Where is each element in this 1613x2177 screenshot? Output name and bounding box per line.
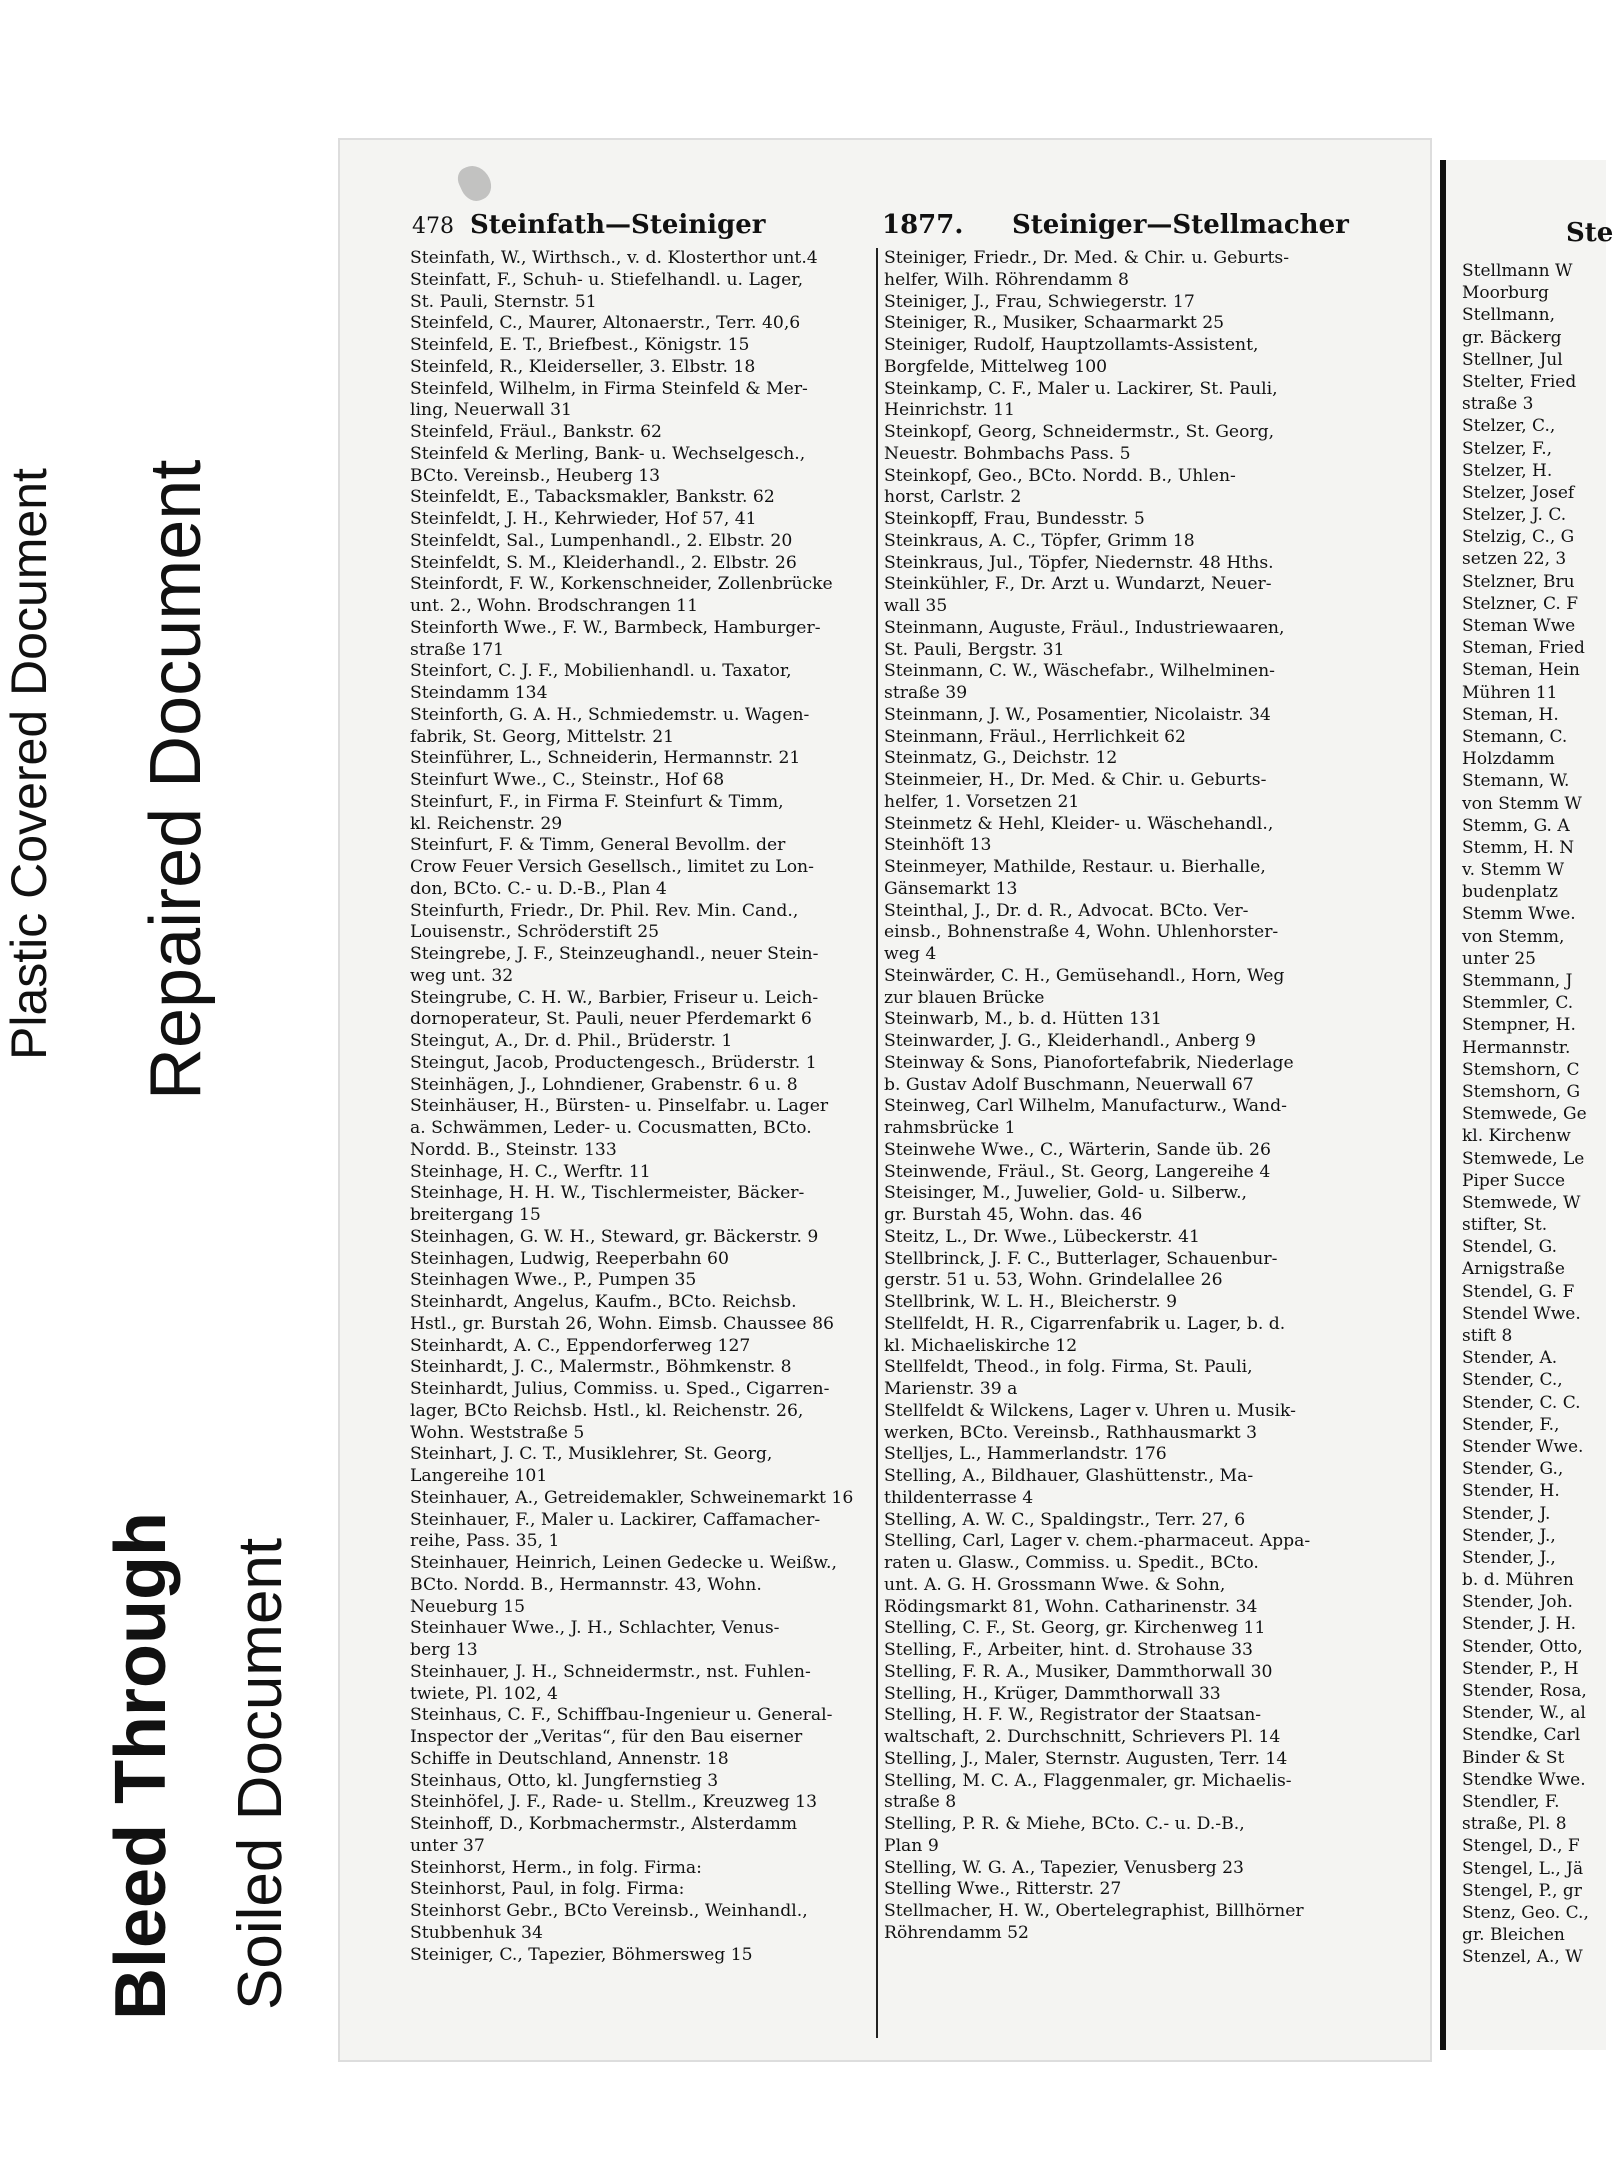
adjacent-entry-line: Stender, Joh. xyxy=(1462,1592,1573,1613)
directory-entry-line: don, BCto. C.- u. D.-B., Plan 4 xyxy=(410,878,667,899)
directory-entry-line: Röhrendamm 52 xyxy=(884,1922,1029,1943)
adjacent-entry-line: Stelzer, H. xyxy=(1462,460,1553,481)
directory-entry-line: Steinhardt, J. C., Malermstr., Böhmkenstr. 8 xyxy=(410,1357,792,1378)
directory-entry-line: Stelling, W. G. A., Tapezier, Venusberg 23 xyxy=(884,1857,1244,1878)
directory-entry-line: Steinhauer, J. H., Schneidermstr., nst. Fuhlen- xyxy=(410,1661,811,1682)
adjacent-entry-line: von Stemm W xyxy=(1462,793,1582,814)
adjacent-entry-line: Stemshorn, C xyxy=(1462,1059,1580,1080)
directory-entry-line: Steinfeld, R., Kleiderseller, 3. Elbstr. 18 xyxy=(410,356,756,377)
directory-entry-line: Steinfeld, E. T., Briefbest., Königstr. 15 xyxy=(410,335,750,355)
directory-entry-line: Steinforth, G. A. H., Schmiedemstr. u. Wagen- xyxy=(410,704,810,725)
directory-entry-line: Steiniger, J., Frau, Schwiegerstr. 17 xyxy=(884,291,1195,312)
directory-entry-line: Steiniger, R., Musiker, Schaarmarkt 25 xyxy=(884,313,1225,334)
directory-entry-line: Steinhöft 13 xyxy=(884,835,992,856)
directory-entry-line: Langereihe 101 xyxy=(410,1466,548,1486)
directory-entry-line: Plan 9 xyxy=(884,1835,939,1856)
adjacent-entry-line: Stender, G., xyxy=(1462,1459,1564,1480)
directory-entry-line: Steiniger, Friedr., Dr. Med. & Chir. u. Geburts- xyxy=(884,248,1290,268)
directory-entry-line: Steinfeld, C., Maurer, Altonaerstr., Terr. 40,6 xyxy=(410,313,801,334)
adjacent-entry-line: Stemshorn, G xyxy=(1462,1081,1581,1102)
directory-entry-line: breitergang 15 xyxy=(410,1205,541,1225)
adjacent-entry-line: b. d. Mühren xyxy=(1462,1570,1574,1591)
directory-entry-line: Steinfurt, F., in Firma F. Steinfurt & Timm, xyxy=(410,791,784,812)
directory-entry-line: Steinwarb, M., b. d. Hütten 131 xyxy=(884,1009,1162,1030)
adjacent-entry-line: setzen 22, 3 xyxy=(1462,549,1567,570)
adjacent-entry-line: straße 3 xyxy=(1462,394,1534,415)
directory-entry-line: Steinfeldt, J. H., Kehrwieder, Hof 57, 41 xyxy=(410,509,757,529)
directory-entry-line: Steinkopf, Geo., BCto. Nordd. B., Uhlen- xyxy=(884,465,1236,486)
adjacent-entry-line: Stemmann, J xyxy=(1462,971,1573,991)
directory-entry-line: Steinhardt, A. C., Eppendorferweg 127 xyxy=(410,1335,751,1356)
directory-entry-line: Stelling, H., Krüger, Dammthorwall 33 xyxy=(884,1683,1221,1704)
adjacent-entry-line: Binder & St xyxy=(1462,1747,1565,1768)
directory-entry-line: Neueburg 15 xyxy=(410,1596,526,1617)
directory-entry-line: Nordd. B., Steinstr. 133 xyxy=(410,1139,617,1160)
adjacent-entry-line: Stelzner, Bru xyxy=(1462,571,1575,592)
directory-entry-line: Heinrichstr. 11 xyxy=(884,400,1015,421)
directory-entry-line: Stelling, F., Arbeiter, hint. d. Strohause 33 xyxy=(884,1640,1253,1660)
adjacent-entry-line: Stender, F., xyxy=(1462,1414,1560,1435)
directory-entry-line: Steinhage, H. C., Werftr. 11 xyxy=(410,1161,651,1182)
directory-entry-line: kl. Michaeliskirche 12 xyxy=(884,1335,1078,1356)
adjacent-entry-line: Stelzer, J. C. xyxy=(1462,505,1567,526)
directory-entry-line: Steinhorst, Herm., in folg. Firma: xyxy=(410,1857,702,1878)
page-header xyxy=(412,210,1402,244)
adjacent-entry-line: Stemm Wwe. xyxy=(1462,904,1576,925)
directory-entry-line: Steinmatz, G., Deichstr. 12 xyxy=(884,748,1118,769)
directory-entry-line: Steinfeld, Fräul., Bankstr. 62 xyxy=(410,422,662,442)
adjacent-entry-line: stift 8 xyxy=(1462,1326,1513,1346)
directory-entry-line: thildenterrasse 4 xyxy=(884,1487,1034,1508)
adjacent-entry-line: Stendke Wwe. xyxy=(1462,1769,1586,1790)
directory-entry-line: reihe, Pass. 35, 1 xyxy=(410,1531,560,1552)
adjacent-entry-line: Stemwede, W xyxy=(1462,1192,1581,1213)
adjacent-entry-line: Stemann, C. xyxy=(1462,726,1568,747)
directory-entry-line: Steinhauer, A., Getreidemakler, Schweinemarkt 16 xyxy=(410,1487,854,1508)
directory-entry-line: Steinhöfel, J. F., Rade- u. Stellm., Kreuzweg 13 xyxy=(410,1792,818,1813)
adjacent-entry-line: Stemwede, Ge xyxy=(1462,1104,1587,1125)
adjacent-entry-line: Stellmann W xyxy=(1462,261,1573,281)
adjacent-entry-line: Stemm, G. A xyxy=(1462,815,1570,836)
adjacent-entry-line: Stengel, P., gr xyxy=(1462,1880,1582,1901)
directory-page xyxy=(340,140,1430,2060)
adjacent-entry-line: Stender, Otto, xyxy=(1462,1636,1583,1657)
soiled-document-label: Soiled Document xyxy=(226,1537,295,2010)
directory-entry-line: Steinwärder, C. H., Gemüsehandl., Horn, Weg xyxy=(884,965,1285,986)
directory-entry-line: Gänsemarkt 13 xyxy=(884,878,1018,899)
adjacent-entry-line: Arnigstraße xyxy=(1462,1259,1565,1280)
directory-entry-line: Stellfeldt, H. R., Cigarrenfabrik u. Lager, b. d. xyxy=(884,1313,1286,1334)
adjacent-entry-line: straße, Pl. 8 xyxy=(1462,1814,1567,1835)
adjacent-entry-line: Stender Wwe. xyxy=(1462,1436,1584,1457)
directory-entry-line: lager, BCto Reichsb. Hstl., kl. Reichenstr. 26, xyxy=(410,1400,804,1421)
directory-entry-line: Rödingsmarkt 81, Wohn. Catharinenstr. 34 xyxy=(884,1596,1258,1617)
adjacent-page-column xyxy=(1462,260,1589,1968)
directory-entry-line: Steinhardt, Angelus, Kaufm., BCto. Reichsb. xyxy=(410,1292,797,1312)
directory-entry-line: Louisenstr., Schröderstift 25 xyxy=(410,922,660,943)
directory-entry-line: Steinhägen, J., Lohndiener, Grabenstr. 6 u. 8 xyxy=(410,1074,798,1095)
directory-entry-line: Steinkraus, Jul., Töpfer, Niedernstr. 48 Hths. xyxy=(884,552,1274,573)
adjacent-entry-line: Steman, Fried xyxy=(1462,638,1585,659)
adjacent-entry-line: Stelzner, C. F xyxy=(1462,593,1579,614)
directory-entry-line: Neuestr. Bohmbachs Pass. 5 xyxy=(884,443,1131,464)
directory-entry-line: Steinhagen, Ludwig, Reeperbahn 60 xyxy=(410,1248,729,1269)
directory-entry-line: Steinkopff, Frau, Bundesstr. 5 xyxy=(884,509,1145,529)
plastic-covered-label: Plastic Covered Document xyxy=(1,468,57,1060)
directory-entry-line: unt. A. G. H. Grossmann Wwe. & Sohn, xyxy=(884,1574,1226,1595)
year-label: 1877. xyxy=(882,210,964,240)
directory-entry-line: St. Pauli, Sternstr. 51 xyxy=(410,291,597,312)
bleed-through-label: Bleed Through xyxy=(101,1512,181,2020)
directory-entry-line: Stelling, P. R. & Miehe, BCto. C.- u. D.-B., xyxy=(884,1814,1245,1834)
directory-entry-line: Steiniger, C., Tapezier, Böhmersweg 15 xyxy=(410,1944,753,1965)
directory-entry-line: Stelling, M. C. A., Flaggenmaler, gr. Michaelis- xyxy=(884,1770,1292,1791)
directory-entry-line: Steinkamp, C. F., Maler u. Lackirer, St. Pauli, xyxy=(884,378,1278,399)
repaired-label: Repaired Document xyxy=(136,459,216,1100)
directory-entry-line: Steinwende, Fräul., St. Georg, Langereihe 4 xyxy=(884,1161,1271,1182)
adjacent-entry-line: Stelzer, F., xyxy=(1462,438,1553,459)
adjacent-entry-line: Hermannstr. xyxy=(1462,1037,1571,1058)
directory-entry-line: Steinfordt, F. W., Korkenschneider, Zollenbrücke xyxy=(410,574,833,595)
directory-entry-line: Steinfeldt, Sal., Lumpenhandl., 2. Elbstr. 20 xyxy=(410,530,793,551)
directory-entry-line: weg 4 xyxy=(884,944,937,964)
column-divider xyxy=(876,248,878,2038)
directory-entry-line: gr. Burstah 45, Wohn. das. 46 xyxy=(884,1205,1143,1225)
directory-entry-line: Steinhauer, Heinrich, Leinen Gedecke u. Weißw., xyxy=(410,1553,837,1573)
adjacent-entry-line: Steman, H. xyxy=(1462,704,1559,725)
directory-entry-line: Marienstr. 39 a xyxy=(884,1379,1018,1399)
adjacent-entry-line: Stengel, L., Jä xyxy=(1462,1858,1584,1879)
directory-entry-line: Steingrube, C. H. W., Barbier, Friseur u. Leich- xyxy=(410,987,819,1008)
directory-entry-line: Steinführer, L., Schneiderin, Hermannstr. 21 xyxy=(410,748,801,769)
directory-entry-line: a. Schwämmen, Leder- u. Cocusmatten, BCto. xyxy=(410,1118,812,1138)
adjacent-entry-line: Stender, C., xyxy=(1462,1370,1563,1391)
right-range-title: Steiniger—Stellmacher xyxy=(1012,210,1349,240)
directory-entry-line: Steinfurt Wwe., C., Steinstr., Hof 68 xyxy=(410,770,725,790)
directory-entry-line: straße 8 xyxy=(884,1792,957,1813)
adjacent-entry-line: Stelzer, C., xyxy=(1462,416,1556,437)
adjacent-entry-line: Stender, J. xyxy=(1462,1503,1551,1524)
directory-entry-line: Steinway & Sons, Pianofortefabrik, Niederlage xyxy=(884,1052,1294,1073)
directory-entry-line: Stelljes, L., Hammerlandstr. 176 xyxy=(884,1444,1167,1465)
directory-entry-line: Steinfurt, F. & Timm, General Bevollm. der xyxy=(410,835,786,856)
adjacent-entry-line: Stendler, F. xyxy=(1462,1791,1560,1812)
directory-entry-line: dornoperateur, St. Pauli, neuer Pferdemarkt 6 xyxy=(410,1009,812,1030)
adjacent-entry-line: budenplatz xyxy=(1462,882,1558,903)
adjacent-entry-line: Mühren 11 xyxy=(1462,682,1558,703)
adjacent-entry-line: Stendke, Carl xyxy=(1462,1725,1581,1746)
adjacent-entry-line: Stender, C. C. xyxy=(1462,1392,1581,1413)
adjacent-entry-line: Stenz, Geo. C., xyxy=(1462,1902,1589,1923)
directory-entry-line: Steingrebe, J. F., Steinzeughandl., neuer Stein- xyxy=(410,944,819,964)
middle-column xyxy=(884,248,1364,1945)
adjacent-entry-line: Stemwede, Le xyxy=(1462,1148,1585,1169)
directory-entry-line: zur blauen Brücke xyxy=(884,987,1045,1008)
directory-entry-line: helfer, Wilh. Röhrendamm 8 xyxy=(884,269,1129,290)
adjacent-entry-line: Stempner, H. xyxy=(1462,1015,1576,1036)
directory-entry-line: Steinhorst Gebr., BCto Vereinsb., Weinhandl., xyxy=(410,1901,808,1921)
directory-entry-line: straße 171 xyxy=(410,639,505,660)
directory-entry-line: Steinhäuser, H., Bürsten- u. Pinselfabr. u. Lager xyxy=(410,1096,829,1117)
adjacent-entry-line: Stendel Wwe. xyxy=(1462,1303,1581,1324)
directory-entry-line: Stelling, Carl, Lager v. chem.-pharmaceut. Appa- xyxy=(884,1531,1311,1552)
directory-entry-line: Steinhaus, Otto, kl. Jungfernstieg 3 xyxy=(410,1770,719,1791)
directory-entry-line: Steinkühler, F., Dr. Arzt u. Wundarzt, Neuer- xyxy=(884,574,1272,595)
directory-entry-line: Steindamm 134 xyxy=(410,683,548,703)
directory-entry-line: Stelling, A. W. C., Spaldingstr., Terr. 27, 6 xyxy=(884,1509,1246,1530)
directory-entry-line: Steinhage, H. H. W., Tischlermeister, Bäcker- xyxy=(410,1183,805,1204)
adjacent-entry-line: Stendel, G. F xyxy=(1462,1281,1575,1302)
directory-entry-line: unter 37 xyxy=(410,1835,485,1856)
directory-entry-line: Steinthal, J., Dr. d. R., Advocat. BCto. Ver- xyxy=(884,900,1249,921)
directory-entry-line: raten u. Glasw., Commiss. u. Spedit., BCto. xyxy=(884,1553,1259,1573)
adjacent-entry-line: Piper Succe xyxy=(1462,1170,1566,1191)
adjacent-entry-line: Stellmann, xyxy=(1462,305,1555,326)
directory-entry-line: kl. Reichenstr. 29 xyxy=(410,813,563,834)
directory-entry-line: Steinwarder, J. G., Kleiderhandl., Anberg 9 xyxy=(884,1031,1256,1051)
page-number: 478 xyxy=(412,214,454,239)
directory-entry-line: Steinhaus, C. F., Schiffbau-Ingenieur u. General- xyxy=(410,1705,833,1726)
directory-entry-line: fabrik, St. Georg, Mittelstr. 21 xyxy=(410,726,675,747)
adjacent-entry-line: Stender, W., al xyxy=(1462,1703,1586,1724)
directory-entry-line: Stellbrink, W. L. H., Bleicherstr. 9 xyxy=(884,1292,1178,1312)
directory-entry-line: unt. 2., Wohn. Brodschrangen 11 xyxy=(410,596,699,616)
adjacent-entry-line: kl. Kirchenw xyxy=(1462,1126,1571,1147)
directory-entry-line: rahmsbrücke 1 xyxy=(884,1118,1016,1138)
directory-entry-line: Steinfeld & Merling, Bank- u. Wechselgesch., xyxy=(410,443,806,464)
adjacent-entry-line: v. Stemm W xyxy=(1462,860,1565,881)
adjacent-entry-line: Holzdamm xyxy=(1462,749,1555,770)
adjacent-entry-line: Stellner, Jul xyxy=(1462,349,1563,370)
directory-entry-line: Steinfort, C. J. F., Mobilienhandl. u. Taxator, xyxy=(410,661,792,682)
directory-entry-line: Stelling, C. F., St. Georg, gr. Kirchenweg 11 xyxy=(884,1618,1266,1639)
directory-entry-line: Inspector der „Veritas“, für den Bau eiserner xyxy=(410,1727,803,1747)
adjacent-entry-line: Stender, P., H xyxy=(1462,1658,1579,1679)
directory-entry-line: Crow Feuer Versich Gesellsch., limitet zu Lon- xyxy=(410,857,814,877)
directory-entry-line: einsb., Bohnenstraße 4, Wohn. Uhlenhorster- xyxy=(884,922,1279,943)
directory-entry-line: Stubbenhuk 34 xyxy=(410,1922,543,1943)
directory-entry-line: berg 13 xyxy=(410,1640,478,1660)
left-column xyxy=(410,248,872,1966)
directory-entry-line: Steinmann, Fräul., Herrlichkeit 62 xyxy=(884,726,1186,747)
adjacent-entry-line: Stender, A. xyxy=(1462,1348,1558,1369)
directory-entry-line: Stelling Wwe., Ritterstr. 27 xyxy=(884,1879,1122,1900)
adjacent-entry-line: Stendel, G. xyxy=(1462,1237,1558,1258)
directory-entry-line: straße 39 xyxy=(884,683,968,703)
directory-entry-line: twiete, Pl. 102, 4 xyxy=(410,1683,558,1704)
directory-entry-line: Stellfeldt & Wilckens, Lager v. Uhren u. Musik- xyxy=(884,1400,1296,1421)
adjacent-entry-line: von Stemm, xyxy=(1462,926,1565,947)
adjacent-entry-line: Stender, J. H. xyxy=(1462,1614,1577,1635)
adjacent-entry-line: Stelzig, C., G xyxy=(1462,527,1575,548)
directory-entry-line: Steinfurth, Friedr., Dr. Phil. Rev. Min. Cand., xyxy=(410,900,799,921)
left-range-title: Steinfath—Steiniger xyxy=(470,210,766,240)
adjacent-entry-line: Stelter, Fried xyxy=(1462,371,1577,392)
directory-entry-line: Steinmann, C. W., Wäschefabr., Wilhelminen- xyxy=(884,661,1275,682)
adjacent-page-header: Ste xyxy=(1566,218,1613,248)
directory-entry-line: gerstr. 51 u. 53, Wohn. Grindelallee 26 xyxy=(884,1270,1223,1291)
directory-entry-line: Steinmann, J. W., Posamentier, Nicolaistr. 34 xyxy=(884,704,1271,725)
directory-entry-line: Steiniger, Rudolf, Hauptzollamts-Assistent, xyxy=(884,335,1259,355)
directory-entry-line: Steinhardt, Julius, Commiss. u. Sped., Cigarren- xyxy=(410,1379,830,1399)
directory-entry-line: Stelling, J., Maler, Sternstr. Augusten, Terr. 14 xyxy=(884,1748,1288,1769)
adjacent-entry-line: Stelzer, Josef xyxy=(1462,482,1575,503)
directory-entry-line: b. Gustav Adolf Buschmann, Neuerwall 67 xyxy=(884,1074,1254,1095)
directory-entry-line: Steinweg, Carl Wilhelm, Manufacturw., Wand- xyxy=(884,1096,1287,1117)
directory-entry-line: Steinhoff, D., Korbmachermstr., Alsterdamm xyxy=(410,1814,798,1834)
adjacent-entry-line: Stenzel, A., W xyxy=(1462,1947,1583,1968)
adjacent-entry-line: Stender, J., xyxy=(1462,1525,1556,1546)
directory-entry-line: Steinhauer Wwe., J. H., Schlachter, Venus- xyxy=(410,1618,780,1639)
directory-entry-line: waltschaft, 2. Durchschnitt, Schrievers Pl. 14 xyxy=(884,1727,1281,1747)
directory-entry-line: horst, Carlstr. 2 xyxy=(884,487,1022,508)
directory-entry-line: Steingut, A., Dr. d. Phil., Brüderstr. 1 xyxy=(410,1031,733,1051)
adjacent-entry-line: stifter, St. xyxy=(1462,1215,1548,1236)
directory-entry-line: Steinfeldt, S. M., Kleiderhandl., 2. Elbstr. 26 xyxy=(410,552,797,573)
directory-entry-line: Steinhart, J. C. T., Musiklehrer, St. Georg, xyxy=(410,1444,773,1465)
directory-entry-line: wall 35 xyxy=(884,596,948,616)
directory-entry-line: Steinmetz & Hehl, Kleider- u. Wäschehandl., xyxy=(884,813,1274,834)
directory-entry-line: Steinkopf, Georg, Schneidermstr., St. Georg, xyxy=(884,422,1275,442)
directory-entry-line: weg unt. 32 xyxy=(410,965,514,986)
directory-entry-line: Steinhauer, F., Maler u. Lackirer, Caffamacher- xyxy=(410,1509,821,1530)
directory-entry-line: Hstl., gr. Burstah 26, Wohn. Eimsb. Chaussee 86 xyxy=(410,1313,834,1334)
directory-entry-line: helfer, 1. Vorsetzen 21 xyxy=(884,791,1080,812)
directory-entry-line: Schiffe in Deutschland, Annenstr. 18 xyxy=(410,1748,729,1769)
directory-entry-line: Steitz, L., Dr. Wwe., Lübeckerstr. 41 xyxy=(884,1226,1200,1247)
directory-entry-line: Borgfelde, Mittelweg 100 xyxy=(884,356,1108,377)
adjacent-entry-line: Stender, J., xyxy=(1462,1547,1556,1568)
directory-entry-line: BCto. Vereinsb., Heuberg 13 xyxy=(410,465,661,486)
directory-entry-line: Steinmeyer, Mathilde, Restaur. u. Bierhalle, xyxy=(884,857,1266,877)
directory-entry-line: Steinfatt, F., Schuh- u. Stiefelhandl. u. Lager, xyxy=(410,269,804,290)
directory-entry-line: Steinmann, Auguste, Fräul., Industriewaaren, xyxy=(884,617,1285,638)
directory-entry-line: Steinhorst, Paul, in folg. Firma: xyxy=(410,1879,685,1900)
adjacent-entry-line: Steman, Hein xyxy=(1462,660,1580,681)
directory-entry-line: Stellmacher, H. W., Obertelegraphist, Billhörner xyxy=(884,1901,1304,1921)
directory-entry-line: Steinmeier, H., Dr. Med. & Chir. u. Geburts- xyxy=(884,770,1267,790)
directory-entry-line: werken, BCto. Vereinsb., Rathhausmarkt 3 xyxy=(884,1422,1258,1443)
adjacent-entry-line: Stender, H. xyxy=(1462,1481,1560,1502)
adjacent-entry-line: unter 25 xyxy=(1462,948,1536,969)
adjacent-entry-line: Stemmler, C. xyxy=(1462,993,1574,1014)
adjacent-entry-line: Moorburg xyxy=(1462,283,1549,304)
adjacent-entry-line: Stender, Rosa, xyxy=(1462,1681,1587,1701)
directory-entry-line: Steinhagen, G. W. H., Steward, gr. Bäckerstr. 9 xyxy=(410,1226,819,1247)
directory-entry-line: Steinfeldt, E., Tabacksmakler, Bankstr. 62 xyxy=(410,487,775,508)
directory-entry-line: Wohn. Weststraße 5 xyxy=(410,1422,585,1443)
directory-entry-line: Stellfeldt, Theod., in folg. Firma, St. Pauli, xyxy=(884,1357,1253,1378)
adjacent-entry-line: Steman Wwe xyxy=(1462,616,1576,636)
directory-entry-line: Steinkraus, A. C., Töpfer, Grimm 18 xyxy=(884,530,1195,551)
directory-entry-line: Steinfath, W., Wirthsch., v. d. Klosterthor unt.4 xyxy=(410,248,818,268)
directory-entry-line: ling, Neuerwall 31 xyxy=(410,400,572,421)
adjacent-entry-line: gr. Bleichen xyxy=(1462,1925,1565,1946)
directory-entry-line: BCto. Nordd. B., Hermannstr. 43, Wohn. xyxy=(410,1574,762,1595)
directory-entry-line: Stelling, A., Bildhauer, Glashüttenstr., Ma- xyxy=(884,1466,1254,1486)
directory-entry-line: Steisinger, M., Juwelier, Gold- u. Silberw., xyxy=(884,1183,1248,1204)
directory-entry-line: Stelling, H. F. W., Registrator der Staatsan- xyxy=(884,1705,1262,1726)
adjacent-entry-line: Stengel, D., F xyxy=(1462,1836,1580,1857)
directory-entry-line: Steinfeld, Wilhelm, in Firma Steinfeld & Mer- xyxy=(410,378,808,399)
directory-entry-line: Steingut, Jacob, Productengesch., Brüderstr. 1 xyxy=(410,1052,817,1073)
directory-entry-line: Steinforth Wwe., F. W., Barmbeck, Hamburger- xyxy=(410,617,821,638)
directory-entry-line: St. Pauli, Bergstr. 31 xyxy=(884,639,1065,660)
directory-entry-line: Stelling, F. R. A., Musiker, Dammthorwall 30 xyxy=(884,1661,1273,1682)
directory-entry-line: Steinwehe Wwe., C., Wärterin, Sande üb. 26 xyxy=(884,1139,1271,1160)
adjacent-entry-line: Stemm, H. N xyxy=(1462,837,1575,858)
directory-entry-line: Stellbrinck, J. F. C., Butterlager, Schauenbur- xyxy=(884,1248,1278,1269)
adjacent-entry-line: gr. Bäckerg xyxy=(1462,327,1562,348)
adjacent-entry-line: Stemann, W. xyxy=(1462,771,1570,792)
directory-entry-line: Steinhagen Wwe., P., Pumpen 35 xyxy=(410,1270,697,1291)
adjacent-page xyxy=(1440,160,1613,2050)
